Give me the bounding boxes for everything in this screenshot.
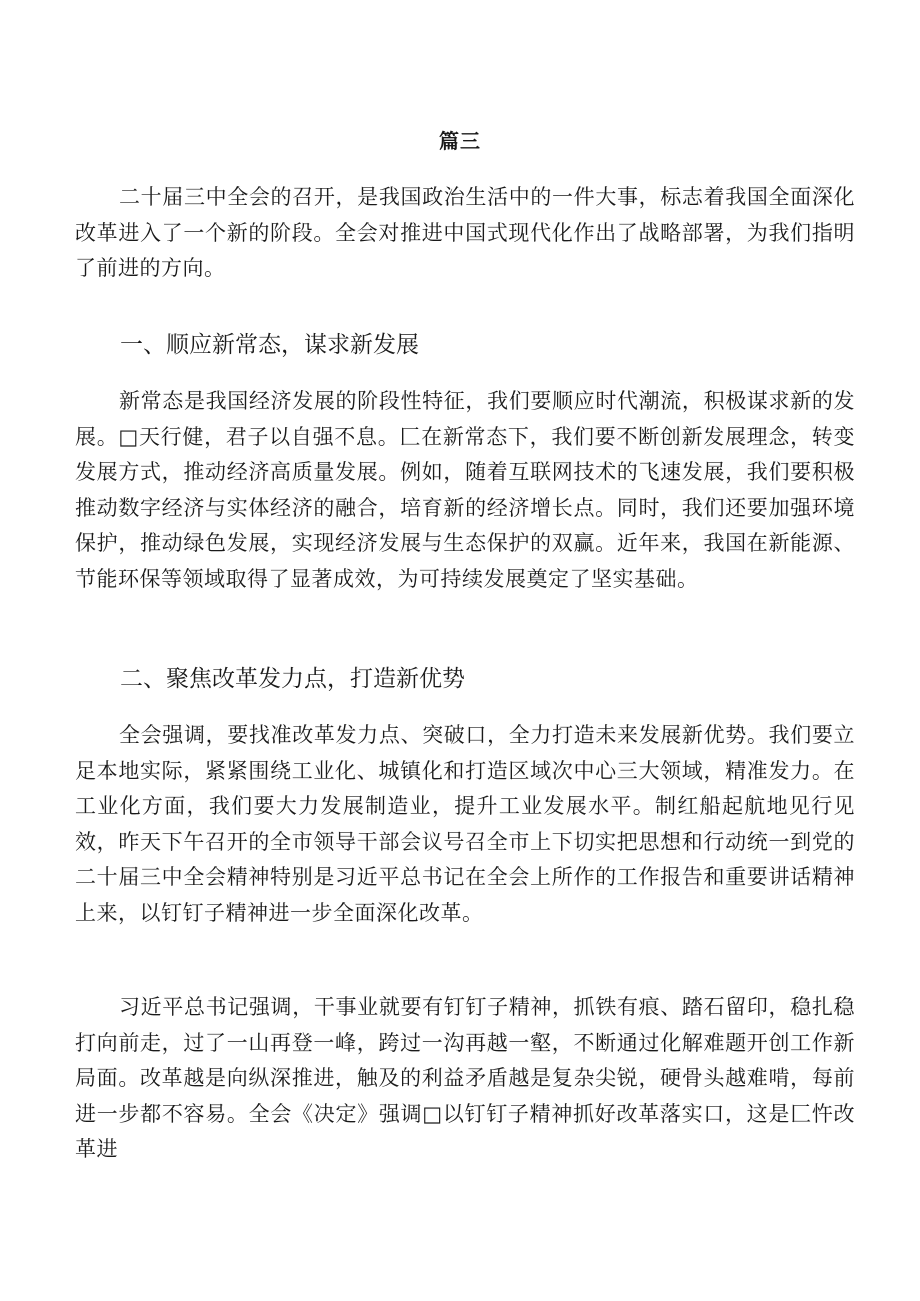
section-2-paragraph-1: 全会强调，要找准改革发力点、突破口，全力打造未来发展新优势。我们要立足本地实际，紧紧围绕工业化、城镇化和打造区域次中心三大领域，精准发力。在工业化方面，我们要大力发展制造业，提升工业发展水平。制红船起航地见行见效，昨天下午召开的全市领导干部会议号召全市上下切实把思想和行动统一到党的二十届三中全会精神特别是习近平总书记在全会上所作的工作报告和重要讲话精神上来，以钉钉子精神进一步全面深化改革。 (75, 723, 855, 925)
document-title: 篇三 (439, 129, 481, 153)
section-heading-2: 二、聚焦改革发力点，打造新优势 (120, 666, 465, 692)
section-2-paragraph-2: 习近平总书记强调，干事业就要有钉钉子精神，抓铁有痕、踏石留印，稳扎稳打向前走，过了一山再登一峰，跨过一沟再越一壑，不断通过化解难题开创工作新局面。改革越是向纵深推进，触及的利益矛盾越是复杂尖锐，硬骨头越难啃，每前进一步都不容易。全会《决定》强调□以钉钉子精神抓好改革落实口，这是匚忤改革进 (75, 995, 855, 1161)
intro-paragraph: 二十届三中全会的召开，是我国政治生活中的一件大事，标志着我国全面深化改革进入了一个新的阶段。全会对推进中国式现代化作出了战略部署，为我们指明了前进的方向。 (75, 185, 855, 280)
section-1-paragraph: 新常态是我国经济发展的阶段性特征，我们要顺应时代潮流，积极谋求新的发展。□天行健，君子以自强不息。匚在新常态下，我们要不断创新发展理念，转变发展方式，推动经济高质量发展。例如，随着互联网技术的飞速发展，我们要积极推动数字经济与实体经济的融合，培育新的经济增长点。同时，我们还要加强环境保护，推动绿色发展，实现经济发展与生态保护的双赢。近年来，我国在新能源、节能环保等领域取得了显著成效，为可持续发展奠定了坚实基础。 (75, 389, 855, 591)
section-heading-1: 一、顺应新常态，谋求新发展 (120, 332, 419, 358)
